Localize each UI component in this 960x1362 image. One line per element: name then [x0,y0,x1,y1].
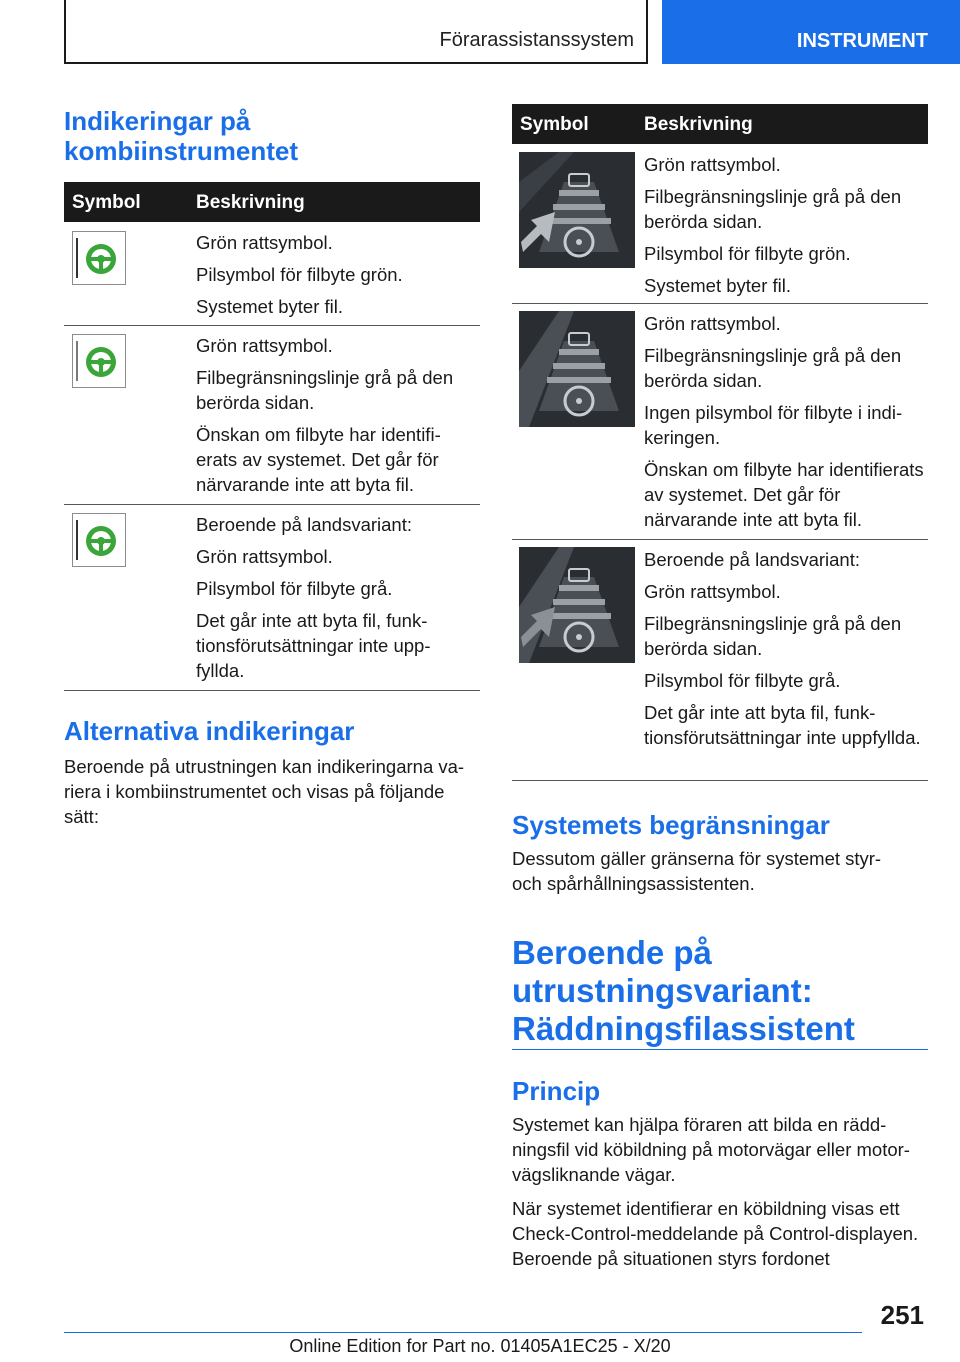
big-heading-line2: utrustningsvariant: [512,972,813,1009]
heading-rule [512,1049,928,1050]
header-chapter-tab[interactable] [662,0,960,64]
limits-text: Dessutom gäller gränserna för systemet styr- och spårhållningsassistenten. [512,848,882,894]
left-heading [64,106,298,166]
right-table-header [512,104,928,144]
row-description: Beroende på landsvariant: Grön rattsymbol. Filbegränsningslinje grå på den berörda sidan. Pilsymbol för filbyte grå. Det går inte att byta fil, funktionsförutsättningar inte uppfyllda. [644,549,921,748]
steering-wheel-line-icon [72,334,126,388]
right-col-symbol: Symbol [520,114,589,135]
right-col-description: Beskrivning [644,114,753,135]
table-row [64,222,480,326]
alt-heading: Alternativa indikeringar [64,716,355,746]
table-row [512,303,928,540]
left-col-symbol: Symbol [72,192,141,213]
header-section-title: Förarassistanssystem [439,29,634,51]
table-row [64,325,480,505]
lane-change-arrow-display-icon [519,152,635,268]
row-description: Grön rattsymbol. Filbegränsningslinje grå på den berörda sidan. Ingen pilsymbol för filbyte i indikeringen. Önskan om filbyte har identifierats av systemet. Det går för närvarande inte att byta fil. [644,313,924,530]
lane-change-arrow-gray-display-icon [519,547,635,663]
left-col-description: Beskrivning [196,192,305,213]
left-heading-line2: kombiinstrumentet [64,136,299,166]
big-heading [512,934,855,1048]
page-number: 251 [880,1300,924,1330]
big-heading-line3: Räddningsfilassistent [512,1010,855,1047]
princip-paragraph-1: Systemet kan hjälpa föraren att bilda en räddningsfil vid köbildning på motorvägar eller motorvägsliknande vägar. [512,1114,910,1185]
left-heading-line1: Indikeringar på [64,106,251,136]
left-table-header [64,182,480,222]
table-row [64,504,480,691]
limits-heading: Systemets begränsningar [512,810,830,840]
row-description: Grön rattsymbol. Filbegränsningslinje grå på den berörda sidan. Pilsymbol för filbyte grön. Systemet byter fil. [644,154,902,296]
big-heading-line1: Beroende på [512,934,712,971]
footer-rule [64,1332,862,1333]
princip-paragraph-2: När systemet identifierar en köbildning visas ett Check-Control-meddelande på Control-displayen. Beroende på situationen styrs fordonet [512,1198,919,1269]
table-row [512,144,928,304]
alt-text: Beroende på utrustningen kan indikeringarna variera i kombiinstrumentet och visas på följande sätt: [64,756,465,827]
steering-wheel-arrow-gray-icon [72,513,126,567]
header-section-box [64,0,648,64]
footer-edition[interactable]: Online Edition for Part no. 01405A1EC25 - X/20 [289,1336,671,1356]
row-description: Grön rattsymbol. Pilsymbol för filbyte grön. Systemet byter fil. [196,232,403,317]
lane-boundary-display-icon [519,311,635,427]
table-row [512,539,928,781]
princip-heading: Princip [512,1076,601,1106]
row-description: Beroende på landsvariant: Grön rattsymbol. Pilsymbol för filbyte grå. Det går inte att byta fil, funktionsförutsättningar inte uppfyllda. [196,514,431,681]
row-description: Grön rattsymbol. Filbegränsningslinje grå på den berörda sidan. Önskan om filbyte har identifierats av systemet. Det går för närvarande inte att byta fil. [196,335,454,495]
steering-wheel-arrow-icon [72,231,126,285]
header-chapter-title: INSTRUMENT [796,30,928,52]
